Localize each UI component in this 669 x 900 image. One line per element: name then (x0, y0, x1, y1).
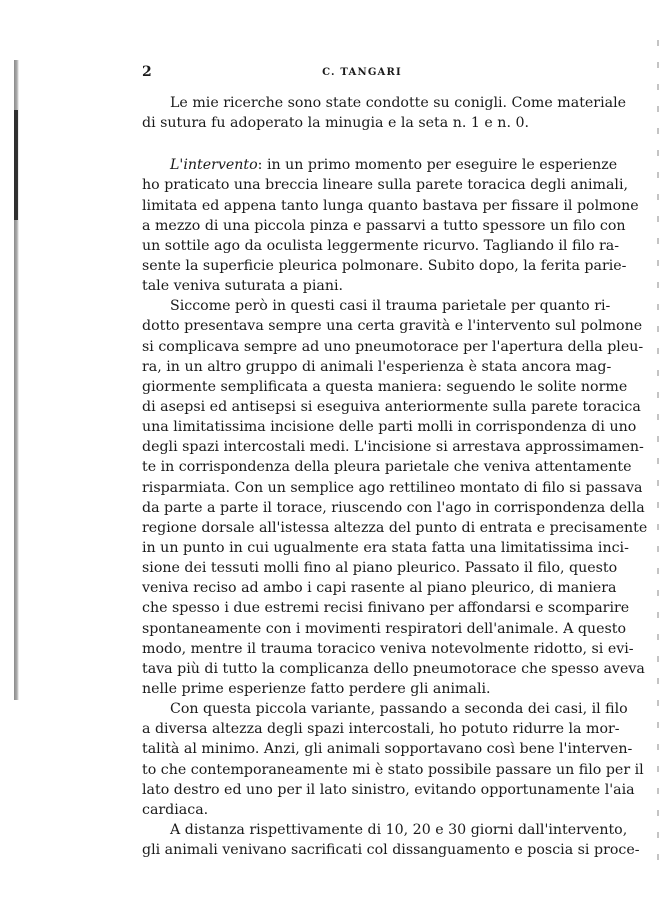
text-line: da parte a parte il torace, riuscendo con l'ago in corrispondenza della (142, 499, 645, 516)
right-edge-marks (657, 40, 659, 860)
text-line: Con questa piccola variante, passando a seconda dei casi, il filo (170, 701, 628, 718)
text-line: gli animali venivano sacrificati col dissanguamento e poscia si proce- (142, 842, 640, 859)
text-line: degli spazi intercostali medi. L'incisione si arrestava approssimamen- (142, 439, 644, 456)
text-line: lato destro ed uno per il lato sinistro, evitando opportunamente l'aia (142, 781, 635, 798)
text-line: Le mie ricerche sono state condotte su conigli. Come materiale (170, 95, 627, 111)
text-line: a mezzo di una piccola pinza e passarvi a tutto spessore un filo con (142, 217, 626, 234)
text-line: Siccome però in questi casi il trauma parietale per quanto ri- (170, 298, 611, 315)
page-binding-shadow-dark (14, 110, 18, 220)
text-line: giormente semplificata a questa maniera: seguendo le solite norme (142, 378, 628, 395)
text-line: te in corrispondenza della pleura parietale che veniva attentamente (142, 459, 632, 476)
text-line: A distanza rispettivamente di 10, 20 e 30 giorni dall'intervento, (170, 821, 628, 838)
text-line: ra, in un altro gruppo di animali l'esperienza è stata ancora mag- (142, 358, 612, 375)
text-line: tale veniva suturata a piani. (142, 278, 344, 295)
text-line-with-italic-lead: L'intervento: in un primo momento per eseguire le esperienze (170, 157, 618, 174)
text-line: sente la superficie pleurica polmonare. Subito dopo, la ferita parie- (142, 257, 627, 274)
text-line: che spesso i due estremi recisi finivano per affondarsi e scomparire (142, 600, 630, 617)
text-line: un sottile ago da oculista leggermente ricurvo. Tagliando il filo ra- (142, 237, 620, 254)
text-line: di sutura fu adoperato la minugia e la seta n. 1 e n. 0. (142, 115, 529, 132)
page-number: 2 (142, 64, 152, 80)
text-line: dotto presentava sempre una certa gravità e l'intervento sul polmone (142, 318, 643, 335)
text-line: si complicava sempre ad uno pneumotorace per l'apertura della pleu- (142, 338, 644, 355)
text-line: in un punto in cui ugualmente era stata fatta una limitatissima inci- (142, 539, 629, 556)
text-line: di asepsi ed antisepsi si eseguiva anteriormente sulla parete toracica (142, 398, 641, 415)
text-line: cardiaca. (142, 801, 209, 818)
text-line: una limitatissima incisione delle parti molli in corrispondenza di uno (142, 419, 637, 436)
body-text (142, 93, 648, 860)
running-head: C. TANGARI (322, 67, 402, 78)
text-line: spontaneamente con i movimenti respiratori dell'animale. A questo (142, 620, 626, 637)
text-line: talità al minimo. Anzi, gli animali sopportavano così bene l'interven- (142, 741, 633, 758)
text-line: sione dei tessuti molli fino al piano pleurico. Passato il filo, questo (142, 560, 618, 577)
text-line: regione dorsale all'istessa altezza del punto di entrata e precisamente (142, 519, 648, 536)
italic-lead: L'intervento (170, 157, 258, 174)
text-line: veniva reciso ad ambo i capi rasente al piano pleurico, di maniera (142, 580, 617, 597)
text-line: ho praticato una breccia lineare sulla parete toracica degli animali, (142, 177, 629, 194)
text-line: tava più di tutto la complicanza dello pneumotorace che spesso aveva (142, 660, 645, 677)
text-line: risparmiata. Con un semplice ago rettilineo montato di filo si passava (142, 479, 643, 496)
text-line: limitata ed appena tanto lunga quanto bastava per fissare il polmone (142, 197, 639, 214)
text-line: nelle prime esperienze fatto perdere gli animali. (142, 680, 491, 697)
text-line: modo, mentre il trauma toracico veniva notevolmente ridotto, si evi- (142, 640, 634, 657)
page-header (142, 64, 582, 84)
text-line: a diversa altezza degli spazi intercostali, ho potuto ridurre la mor- (142, 721, 620, 738)
text-line: to che contemporaneamente mi è stato possibile passare un filo per il (142, 761, 644, 778)
